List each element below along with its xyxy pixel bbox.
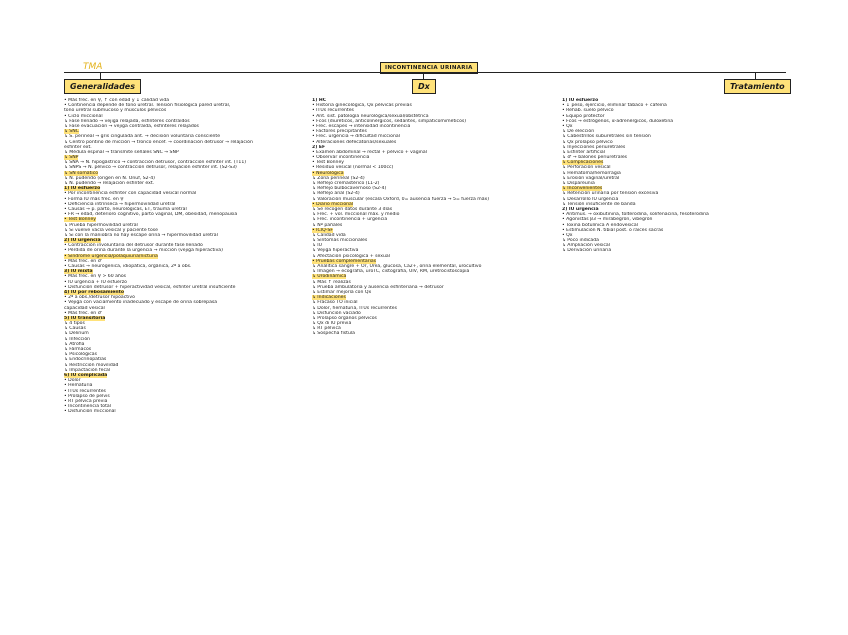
- note-line-text: ↳ Impactación fecal: [64, 367, 111, 373]
- note-line-text: • Rehab. suelo pélvico: [562, 108, 614, 114]
- note-line-text: • Dolor: [64, 378, 81, 384]
- note-line-text: ↳ 4 tipos: [64, 321, 85, 327]
- note-line-text: • Más frec. en ♀, ↑ con edad y ↓ calidad vida: [64, 98, 170, 103]
- note-line-text: • Ant. sist. patología neurológica/sexual/obstétrica: [312, 113, 429, 119]
- page-title: INCONTINENCIA URINARIA: [380, 62, 478, 74]
- note-line-text: • Pérdida de orina durante la urgencia → micción (vejiga hiperactiva): [64, 248, 223, 254]
- note-line-text: ↳ Fase llenado → vejiga relajada, esfínteres contraídos: [64, 118, 190, 124]
- note-line-text: ↳ Derivación urinaria: [562, 248, 612, 254]
- note-line: [562, 248, 792, 253]
- note-line-text: ↳ N. pudendo → relajación esfínter ext.: [64, 181, 155, 186]
- note-line-text: ↳ Restricción movilidad: [64, 362, 119, 368]
- note-line-text: • Fcos (diuréticos, anticolinérgicos, sedantes, simpaticomiméticos): [312, 118, 467, 124]
- note-line-text: ↳ Urodinámica: [312, 274, 347, 280]
- note-line-text: ↳ Erosión vaginal/uretral: [562, 175, 620, 181]
- note-line-text: • Qx: [562, 123, 573, 129]
- note-line-text: ↳ Frec. incontinencia + urgencia: [312, 217, 388, 223]
- note-line-text: • IU urgencia + IU esfuerzo: [64, 279, 127, 285]
- note-line-text: • RT pélvica previa: [64, 398, 108, 404]
- note-line-text: 2) IU urgencia: [562, 206, 599, 212]
- note-line-text: ↳ Fracaso TO inicial: [312, 300, 358, 306]
- note-line-text: • Residuo vesical (normal < 100cc): [312, 165, 394, 171]
- note-line-text: 5) IU transitoria: [64, 315, 106, 321]
- note-line-text: ↳ Tensión insuficiente de banda: [562, 201, 636, 207]
- note-line-text: • ICIQ-SF: [312, 227, 334, 233]
- note-line-text: ↳ Si con la maniobra no hay escape orina → hipermovilidad uretral: [64, 232, 218, 238]
- note-line-text: • Más frec. en ♂: [64, 310, 102, 316]
- note-line-text: ↳ SN somático: [64, 170, 99, 176]
- note-line-text: • Fcos → estrógenos, α-adrenérgicos, duloxetina: [562, 118, 674, 124]
- note-line-text: ↳ RT pélvica: [312, 326, 341, 332]
- note-line-text: ↳ Perforación vesical: [562, 165, 611, 171]
- note-line-text: • Toxina botulínica A endovesical: [562, 222, 638, 228]
- note-line-text: • ITUs recurrentes: [312, 108, 354, 114]
- note-line-text: ↳ SNC: [64, 129, 79, 135]
- note-line-text: 4) IU por rebosamiento: [64, 289, 125, 295]
- note-line-text: • Hematuria: [64, 383, 93, 389]
- note-line-text: ↳ Dispareunia: [562, 181, 595, 186]
- note-line-text: ↳ Ampliación vesical: [562, 243, 611, 249]
- note-line-text: • Diario miccional: [312, 201, 354, 207]
- note-line-text: • Causas → p. parto, neurológicas, ET, trauma uretral: [64, 206, 187, 212]
- note-line-text: ↳ Valoración muscular (escala Oxford, 0= ausencia fuerza → 5= fuerza máx): [312, 196, 490, 202]
- note-line-text: 2) EF: [312, 144, 326, 150]
- note-line-text: ↳ Prueba hipermovilidad uretral: [64, 222, 138, 228]
- note-line-text: • Qx: [562, 232, 573, 238]
- note-line-text: • Síndrome urgencia/polaquiuria/nicturia: [64, 253, 158, 259]
- note-line-text: • Continencia depende de tono uretral. Tensión fisiológica pared uretral,: [64, 103, 231, 109]
- note-line-text: ↳ Esfínter artificial: [562, 149, 605, 155]
- note-line-text: • Factores precipitantes: [312, 129, 367, 135]
- note-line-text: ↳ Dolor, hematuria, ITUs recurrentes: [312, 305, 397, 311]
- note-line-text: ↳ Disfunción vaciado: [312, 310, 361, 316]
- note-line-text: • 2ª a obs./detrusor hipoactivo: [64, 295, 135, 301]
- note-line-text: 1) IU esfuerzo: [562, 98, 599, 103]
- note-line-text: ↳ Desarrollo IU urgencia: [562, 196, 619, 202]
- note-line-text: ↳ IU: [312, 243, 323, 249]
- note-line-text: • Por incontinencia esfínter con capacidad vesical normal: [64, 191, 197, 197]
- note-line-text: ↳ Psicológicas: [64, 352, 98, 358]
- note-line-text: • Forma IU más frec. en ♀: [64, 196, 124, 202]
- note-line-text: ↳ Causas: [64, 326, 86, 332]
- note-line-text: • Más frec. en ♂: [64, 258, 102, 264]
- note-line-text: ↳ Vejiga hiperactiva: [312, 248, 359, 254]
- note-line-text: • Alteraciones defecatorias/sexuales: [312, 139, 397, 145]
- note-line-text: • Equipo protector: [562, 113, 605, 119]
- note-line-text: • Examen abdominal → rectal + pélvico + vaginal: [312, 149, 427, 155]
- note-line-text: • Frec. escapes → intensidad incontinencia: [312, 123, 411, 129]
- note-line-text: • Agonistas β3 → mirabegrón, vibegrón: [562, 217, 653, 223]
- note-line-text: esfínter ext.: [64, 144, 92, 150]
- note-line-text: ↳ Qx prolapso pélvico: [562, 139, 613, 145]
- note-line-text: ↳ Reflejo cremastérico (L1-2): [312, 181, 380, 186]
- note-line-text: • Disfunción detrusor + hiperactividad vesical, esfínter uretral insuficiente: [64, 284, 236, 290]
- note-line-text: ↳ Calidad vida: [312, 232, 346, 238]
- note-line-text: 1) IU esfuerzo: [64, 186, 101, 192]
- note-line-text: ↳ Complicaciones: [562, 160, 604, 166]
- note-line-text: • Historia ginecológica, Qx pélvicas previas: [312, 103, 412, 109]
- note-line-text: • ITUs recurrentes: [64, 388, 106, 394]
- note-line-text: ↳ Se recogen datos durante 3 días: [312, 206, 393, 212]
- column-generalidades: [64, 98, 300, 414]
- note-line-text: ↳ N. pudendo (origen en N. Onuf, S2-4): [64, 175, 155, 181]
- note-line-text: ↳ Reflejo bulbocavernoso (S2-4): [312, 186, 387, 192]
- note-line-text: • Incontinencia total: [64, 404, 111, 410]
- note-line-text: • Test Bonney: [64, 217, 97, 223]
- note-line-text: 6) IU complicada: [64, 372, 108, 378]
- heading-generalidades: Generalidades: [64, 79, 141, 94]
- note-line-text: ↳ Sospecha fístula: [312, 331, 355, 337]
- note-line-text: 2) IU urgencia: [64, 238, 101, 244]
- note-line-text: ↳ Qx di IU previa: [312, 321, 352, 327]
- note-line-text: ↳ SNA → N. hipogástrico → contracción detrusor, contracción esfínter int. (T11): [64, 160, 247, 166]
- note-line-text: ↳ Inyecciones periuretrales: [562, 144, 626, 150]
- heading-tratamiento: Tratamiento: [724, 79, 791, 94]
- note-line-text: ↳ Zona perineal (S2-4): [312, 175, 365, 181]
- column-tratamiento: [562, 98, 792, 254]
- note-line-text: ↳ Delirium: [64, 331, 89, 337]
- note-line-text: ↳ Inconvenientes: [562, 186, 603, 192]
- note-line-text: tono uretral submucoso y músculos pélvicos: [64, 108, 167, 114]
- note-line-text: • Antimus. → oxibutinina, tolterodina, solifenacina, fesoterodina: [562, 212, 709, 218]
- note-line-text: • Más frec. en ♀ > 60 años: [64, 274, 127, 280]
- note-line-text: • Contracción involuntaria del detrusor durante fase llenado: [64, 243, 203, 249]
- note-line-text: ↳ Atrofia: [64, 341, 85, 347]
- note-line-text: ↳ Cabestrillos suburetrales sin tensión: [562, 134, 651, 140]
- note-line-text: ↳ Frec. + vol. miccional máx. y medio: [312, 212, 400, 218]
- note-line-text: ↳ Más ↑ realizas: [312, 279, 351, 285]
- note-line-text: capacidad vesical: [64, 305, 105, 311]
- note-line-text: ↳ Centro pontino de micción → tronco encef. → coordinación detrusor → relajación: [64, 139, 253, 145]
- note-line-text: • Vejiga con vaciamiento inadecuado y escape de orina sobrepasa: [64, 300, 218, 306]
- note-line-text: ↳ ♂ → balones periuretrales: [562, 155, 628, 161]
- note-line-text: ↳ Prolapso órganos pélvicos: [312, 315, 377, 321]
- note-line-text: 3) IU mixta: [64, 269, 93, 275]
- column-dx: [312, 98, 552, 337]
- note-line-text: ↳ De elección: [562, 129, 595, 135]
- note-line-text: • Observar incontinencia: [312, 155, 370, 161]
- note-line-text: ↳ S. perineal → gris cingulada ant. → decisión voluntaria consciente: [64, 134, 221, 140]
- note-line-text: • FR → edad, deterioro cognitivo, parto vaginal, DM, obesidad, menopausia: [64, 212, 238, 218]
- note-line-text: ↳ Infección: [64, 336, 91, 342]
- note-line-text: • Estimulación N. tibial post. o raíces sacras: [562, 227, 664, 233]
- note-line-text: ↳ Indicaciones: [312, 295, 346, 301]
- note-line-text: ↳ Estimar mejoría con Qx: [312, 289, 372, 295]
- note-line-text: 1) HC: [312, 98, 327, 103]
- branch-line: [64, 72, 786, 73]
- note-line-text: ↳ Retención urinaria por tensión excesiva: [562, 191, 659, 197]
- note-line-text: ↳ Endocrinopatías: [64, 357, 107, 363]
- note-line-text: • Causas → neurógenica, idiopática, orgánica, 2ª a obs.: [64, 264, 192, 269]
- note-line-text: ↳ Fármacos: [64, 347, 92, 352]
- note-line-text: ↳ Hematoma/hemorragia: [562, 170, 621, 176]
- note-line-text: ↳ SNPS → N. pélvico → contracción detrusor, relajación esfínter int. (S2-S3): [64, 165, 237, 171]
- note-line: [64, 409, 300, 414]
- note-line-text: • Neurológica: [312, 170, 344, 176]
- note-line-text: ↳ Poco indicada: [562, 238, 599, 244]
- note-line-text: ↳ Médula espinal → transmite señales SNC → SNP: [64, 149, 179, 155]
- note-line-text: ↳ Afectación psicológica + sexual: [312, 253, 391, 259]
- note-line-text: ↳ SNP: [64, 155, 79, 161]
- note-line-text: • Prolapso de pelvis: [64, 393, 110, 399]
- note-line-text: • Pruebas complementarias: [312, 258, 377, 264]
- note-line: [312, 331, 552, 336]
- note-line-text: • ↓ peso, ejercicio, eliminar tabaco + cafeína: [562, 103, 667, 109]
- note-line-text: ↳ Síntomas miccionales: [312, 238, 368, 244]
- heading-dx: Dx: [412, 79, 436, 94]
- note-line-text: • Disfunción miccional: [64, 409, 116, 415]
- note-line-text: ↳ Imagen → ecografía, uroTC, cistografía, UIV, RM, uretrocistoscopia: [312, 269, 470, 275]
- note-line-text: • Frec. urgencia → dificultad miccional: [312, 134, 400, 140]
- note-line-text: • Deficiencia intrínseca → hipermovilidad uretral: [64, 201, 176, 207]
- note-line-text: ↳ Nº pañales: [312, 222, 343, 228]
- corner-tag: TMA: [83, 62, 103, 72]
- note-line-text: ↳ Reflejo anal (S2-4): [312, 191, 360, 197]
- note-line-text: ↳ Fase evacuación → vejiga contraída, esfínteres relajados: [64, 123, 199, 129]
- note-line-text: ↳ Analítica sangre + Or, Urea, glucosa, Ca2+, orina elemental, urocultivo: [312, 264, 482, 269]
- note-line-text: • Ciclo miccional: [64, 113, 103, 119]
- note-line-text: ↳ Si vuelve vacía vesical y paciente tose: [64, 227, 158, 233]
- note-line-text: ↳ Prueba ambulatoria y ausencia esfinteriana → detrusor: [312, 284, 444, 290]
- note-line-text: • Test Bonney: [312, 160, 345, 166]
